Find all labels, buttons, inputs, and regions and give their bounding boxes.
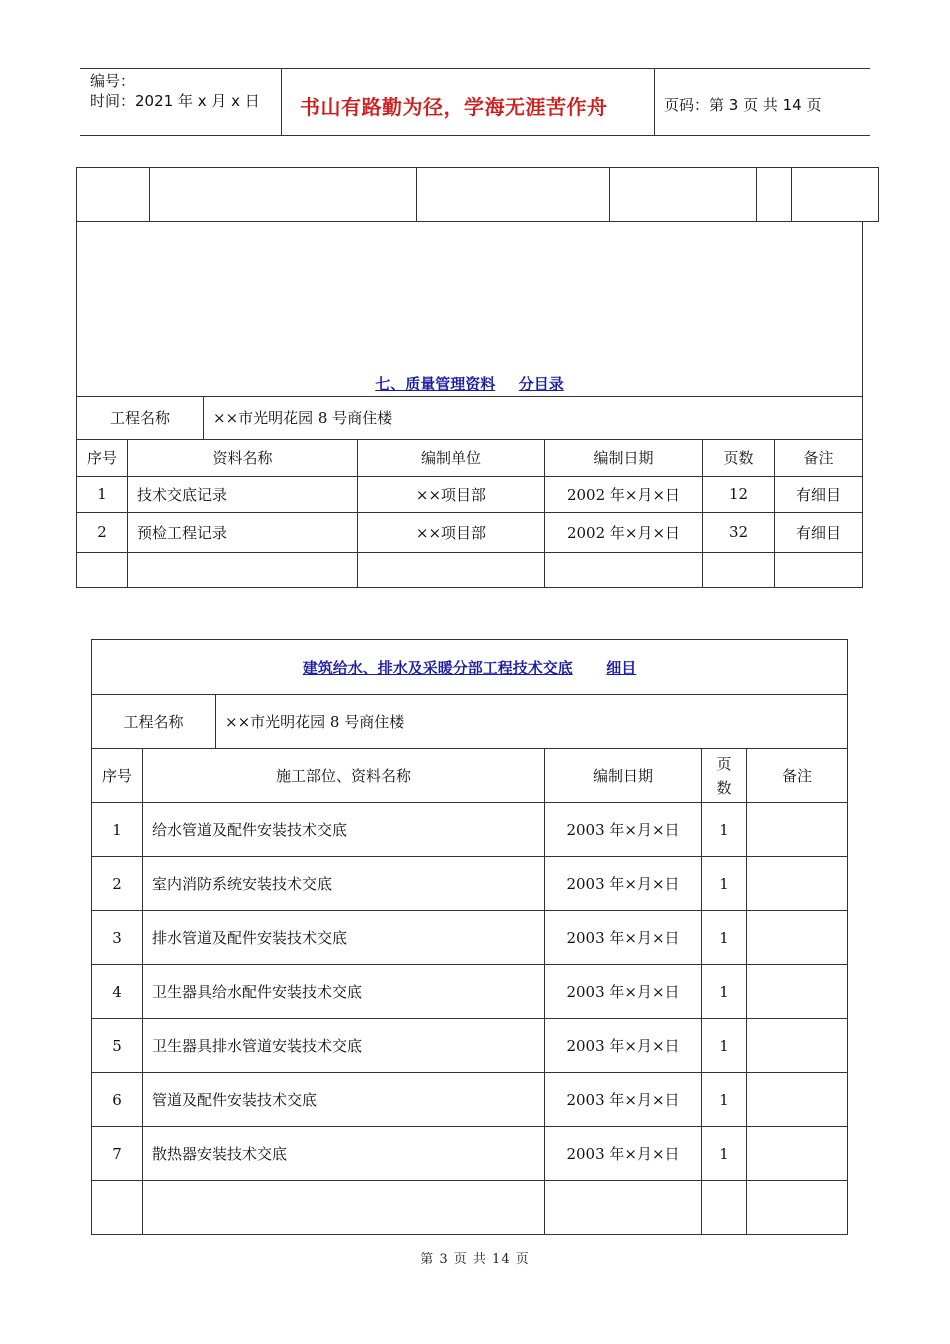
table-row: [92, 1127, 848, 1181]
row-remark: [747, 1019, 848, 1073]
row-index: 3: [92, 911, 143, 965]
previous-table-fragment: [76, 167, 879, 222]
time-label: 时间：2021 年 x 月 x 日: [90, 92, 260, 110]
row-pages: 32: [703, 512, 775, 552]
row-index: 1: [92, 803, 143, 857]
project-name-label: 工程名称: [92, 695, 216, 749]
page-label: 页码：第 3 页 共 14 页: [664, 96, 822, 114]
row-pages: 1: [702, 1127, 747, 1181]
row-pages: 1: [702, 803, 747, 857]
row-name: 卫生器具给水配件安装技术交底: [143, 965, 545, 1019]
col-header-pages: 页 数: [702, 749, 747, 803]
section7-title: 七、质量管理资料: [375, 374, 496, 393]
row-date: 2003 年×月×日: [545, 803, 702, 857]
row-remark: 有细目: [775, 476, 863, 512]
project-name-label: 工程名称: [77, 396, 204, 439]
row-pages: 12: [703, 476, 775, 512]
empty-cell: [417, 168, 610, 222]
row-name: 管道及配件安装技术交底: [143, 1073, 545, 1127]
col-header-name: 施工部位、资料名称: [143, 749, 545, 803]
table-row: [77, 512, 863, 552]
project-name-value: ××市光明花园 8 号商住楼: [204, 396, 863, 439]
row-remark: [747, 857, 848, 911]
row-index: 2: [77, 512, 128, 552]
col-header-index: 序号: [92, 749, 143, 803]
row-remark: [747, 965, 848, 1019]
table-row: [92, 911, 848, 965]
detail-table: [91, 639, 848, 1235]
col-header-unit: 编制单位: [358, 439, 545, 476]
header-bottom-rule: [80, 135, 870, 136]
detail-title-cell: [92, 640, 848, 695]
col-header-index: 序号: [77, 439, 128, 476]
row-pages: 1: [702, 911, 747, 965]
row-name: 卫生器具排水管道安装技术交底: [143, 1019, 545, 1073]
row-date: 2002 年×月×日: [545, 476, 703, 512]
serial-label: 编号：: [90, 72, 136, 90]
section7-table: [76, 221, 863, 588]
detail-subtitle: 细目: [606, 658, 637, 677]
row-name: 室内消防系统安装技术交底: [143, 857, 545, 911]
motto: 书山有路勤为径，学海无涯苦作舟: [300, 95, 608, 119]
row-date: 2003 年×月×日: [545, 1019, 702, 1073]
col-header-date: 编制日期: [545, 439, 703, 476]
empty-cell: [757, 168, 792, 222]
col-header-date: 编制日期: [545, 749, 702, 803]
row-index: 7: [92, 1127, 143, 1181]
row-remark: 有细目: [775, 512, 863, 552]
row-name: 排水管道及配件安装技术交底: [143, 911, 545, 965]
page-footer: 第 3 页 共 14 页: [420, 1252, 530, 1267]
row-date: 2003 年×月×日: [545, 965, 702, 1019]
row-pages: 1: [702, 1019, 747, 1073]
empty-cell: [150, 168, 417, 222]
row-index: 5: [92, 1019, 143, 1073]
table-row: [92, 1019, 848, 1073]
row-name: 散热器安装技术交底: [143, 1127, 545, 1181]
table-row: [92, 857, 848, 911]
col-header-pages: 页数: [703, 439, 775, 476]
col-header-remark: 备注: [747, 749, 848, 803]
row-date: 2002 年×月×日: [545, 512, 703, 552]
row-date: 2003 年×月×日: [545, 1073, 702, 1127]
empty-cell: [792, 168, 879, 222]
table-row: [92, 803, 848, 857]
row-remark: [747, 1127, 848, 1181]
table-row: [92, 965, 848, 1019]
row-name: 给水管道及配件安装技术交底: [143, 803, 545, 857]
row-date: 2003 年×月×日: [545, 1127, 702, 1181]
row-unit: ××项目部: [358, 476, 545, 512]
row-name: 预检工程记录: [128, 512, 358, 552]
table-row-empty: [77, 552, 863, 587]
row-unit: ××项目部: [358, 512, 545, 552]
section7-title-cell: [77, 221, 863, 396]
header-divider: [281, 68, 282, 136]
empty-cell: [77, 168, 150, 222]
row-index: 4: [92, 965, 143, 1019]
table-row-empty: [92, 1181, 848, 1235]
row-remark: [747, 803, 848, 857]
col-header-remark: 备注: [775, 439, 863, 476]
section7-subtitle: 分目录: [518, 374, 564, 393]
project-name-value: ××市光明花园 8 号商住楼: [216, 695, 848, 749]
row-date: 2003 年×月×日: [545, 857, 702, 911]
row-pages: 1: [702, 857, 747, 911]
empty-cell: [610, 168, 757, 222]
row-pages: 1: [702, 965, 747, 1019]
row-index: 1: [77, 476, 128, 512]
row-name: 技术交底记录: [128, 476, 358, 512]
table-row: [92, 1073, 848, 1127]
row-index: 2: [92, 857, 143, 911]
detail-title: 建筑给水、排水及采暖分部工程技术交底: [302, 658, 573, 677]
row-remark: [747, 911, 848, 965]
row-date: 2003 年×月×日: [545, 911, 702, 965]
col-header-name: 资料名称: [128, 439, 358, 476]
row-remark: [747, 1073, 848, 1127]
table-row: [77, 476, 863, 512]
header-divider: [654, 68, 655, 136]
row-index: 6: [92, 1073, 143, 1127]
header-top-rule: [80, 68, 870, 69]
row-pages: 1: [702, 1073, 747, 1127]
